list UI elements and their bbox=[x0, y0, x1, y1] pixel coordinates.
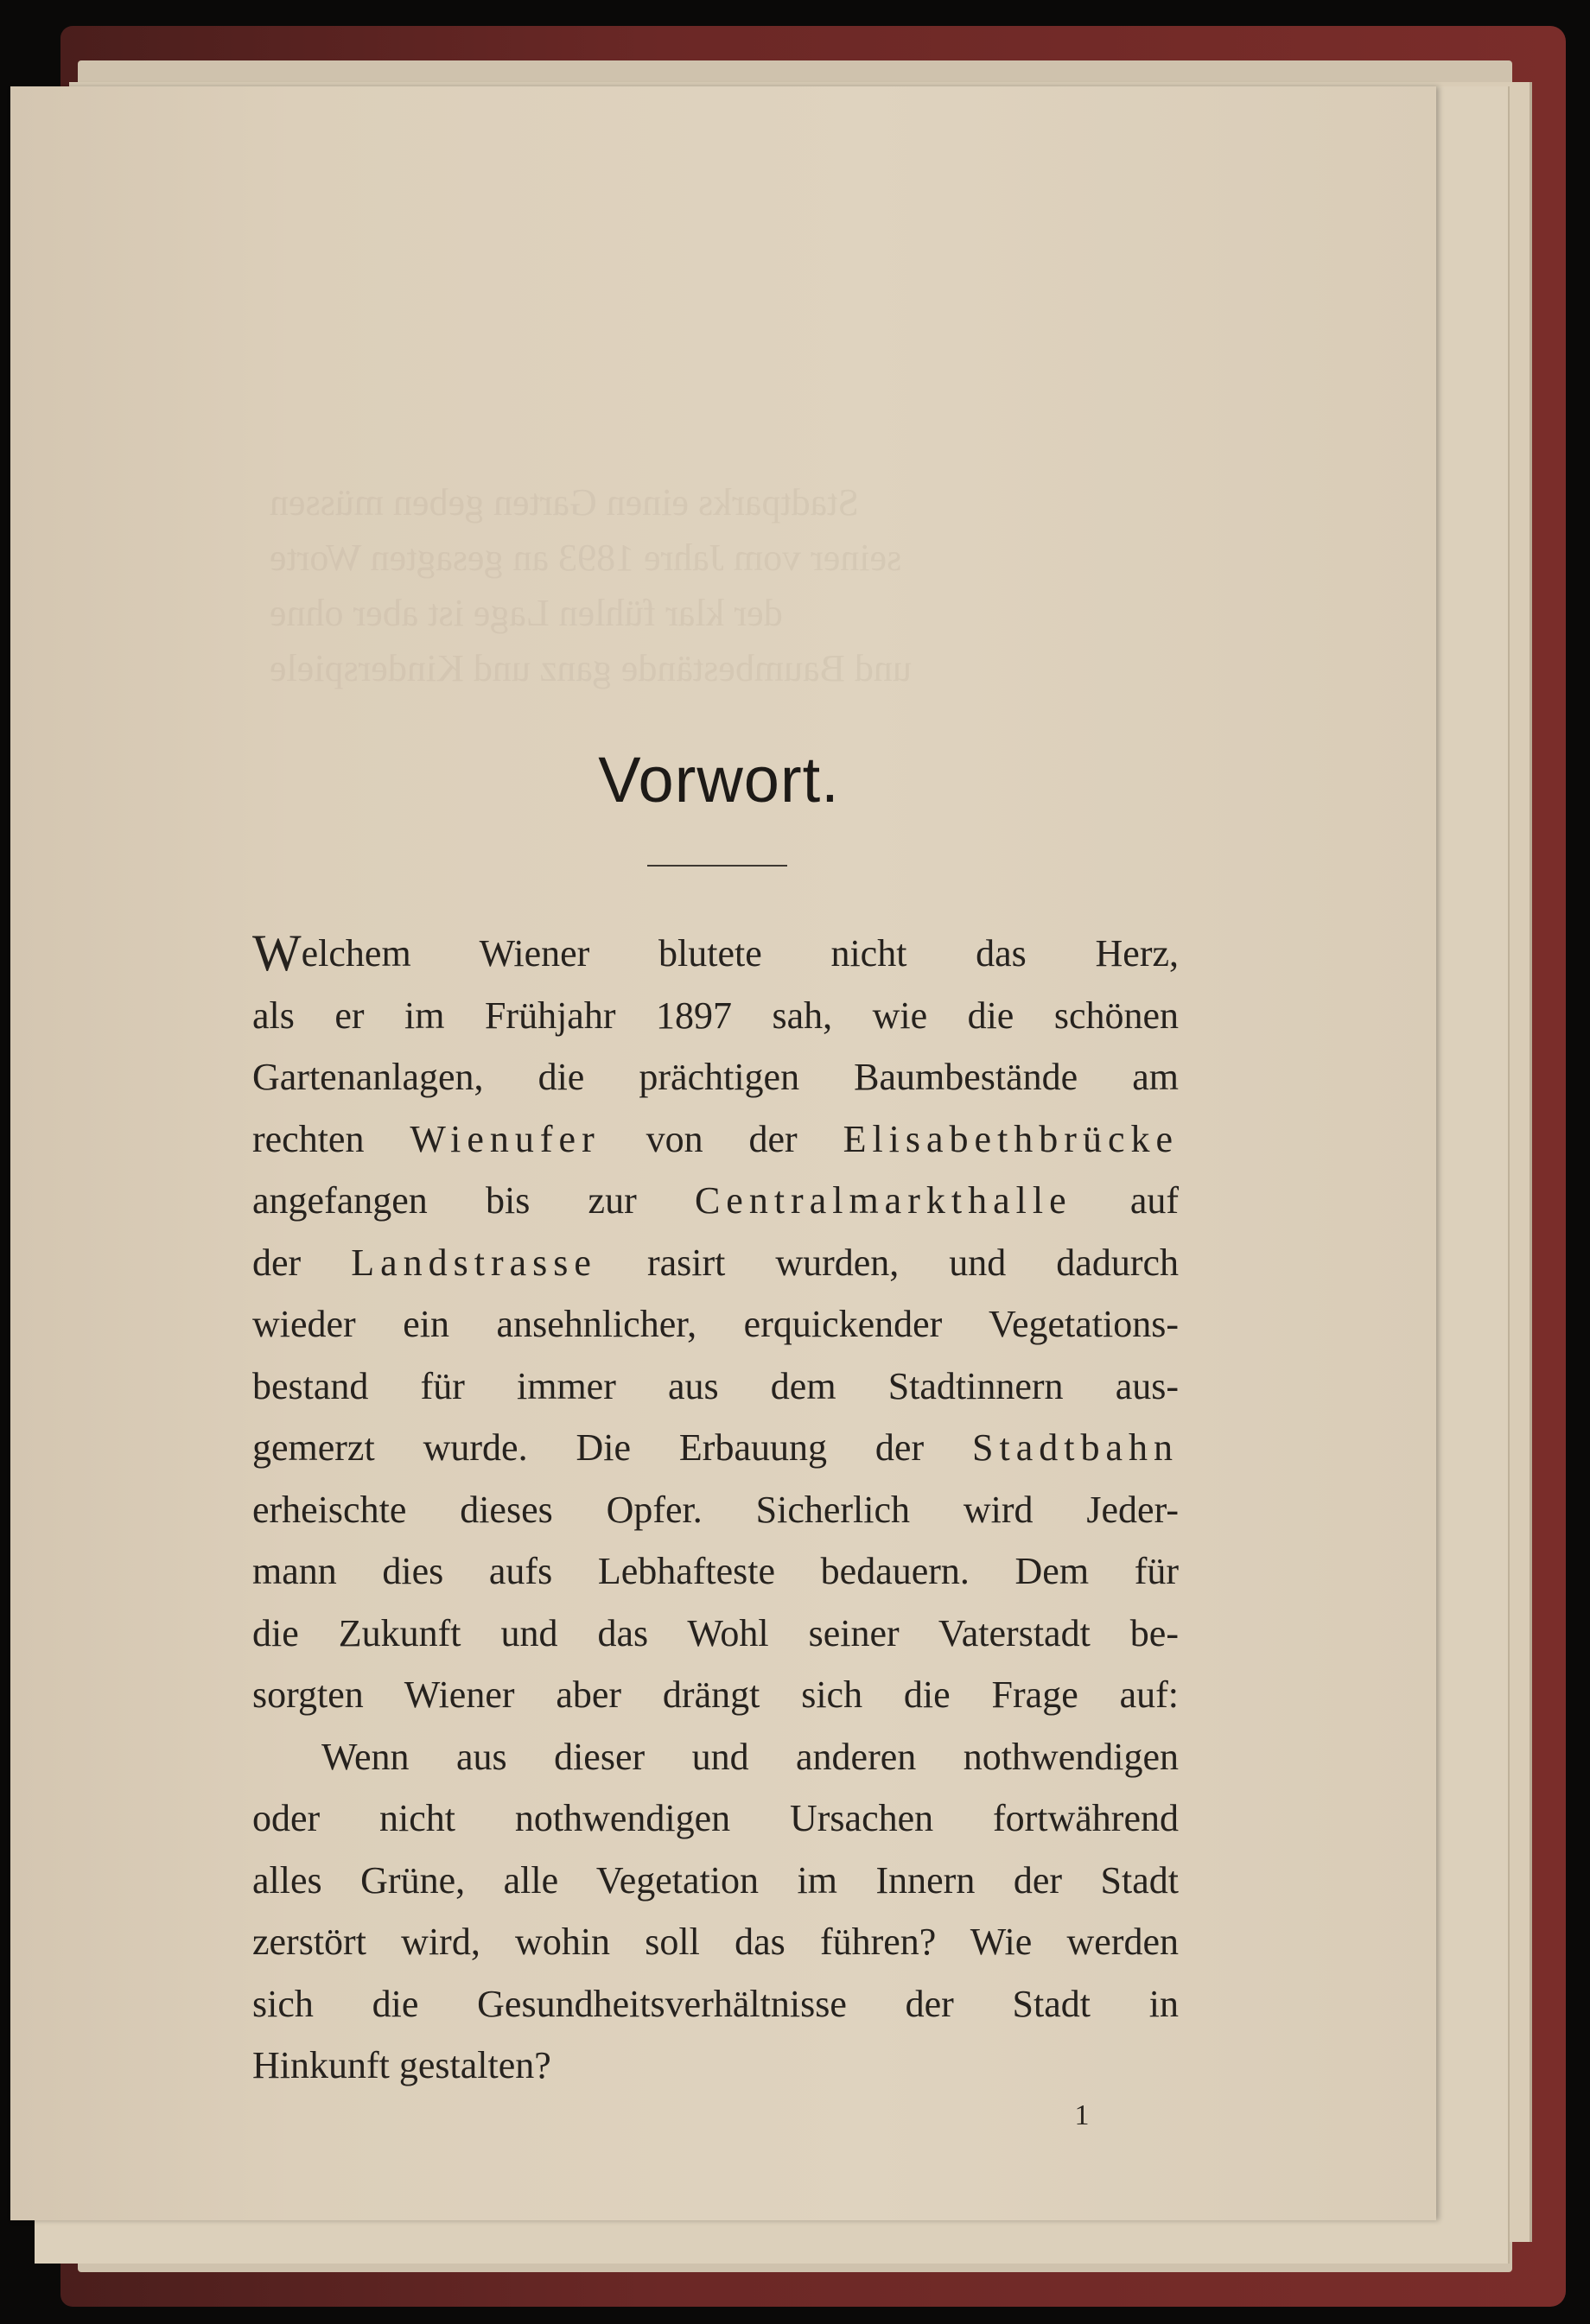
text-line: die Zukunft und das Wohl seiner Vaterstadt be- bbox=[252, 1611, 1179, 1654]
spaced-word: Stadtbahn bbox=[972, 1426, 1179, 1469]
page-title: Vorwort. bbox=[598, 744, 840, 816]
bleed-line: und Baumbestände ganz und Kinderspiele bbox=[270, 647, 912, 689]
bleed-line: Stadtparks einen Garten geben müssen bbox=[270, 481, 859, 524]
text-line: sich die Gesundheitsverhältnisse der Stadt in bbox=[252, 1982, 1179, 2025]
bleed-line: der klar fühlen Lage ist aber ohne bbox=[270, 592, 783, 634]
text-line: Wenn aus dieser und anderen nothwendigen bbox=[321, 1735, 1179, 1778]
text-line: als er im Frühjahr 1897 sah, wie die schönen bbox=[252, 994, 1179, 1037]
page-number: 1 bbox=[1074, 2099, 1090, 2131]
text-line: bestand für immer aus dem Stadtinnern aus- bbox=[252, 1364, 1179, 1407]
text-line: oder nicht nothwendigen Ursachen fortwährend bbox=[252, 1797, 1179, 1839]
text-line: wieder ein ansehnlicher, erquickender Vegetations- bbox=[252, 1303, 1179, 1345]
text-line: Gartenanlagen, die prächtigen Baumbestände am bbox=[252, 1056, 1179, 1098]
text-line: sorgten Wiener aber drängt sich die Frage auf: bbox=[252, 1673, 1179, 1716]
dropcap: W bbox=[252, 924, 302, 981]
spaced-word: Wienufer bbox=[410, 1117, 601, 1160]
spaced-word: Centralmarkthalle bbox=[694, 1179, 1072, 1222]
text-line: mann dies aufs Lebhafteste bedauern. Dem für bbox=[252, 1550, 1179, 1592]
spaced-word: Landstrasse bbox=[351, 1241, 597, 1284]
bleed-line: seiner vom Jahre 1893 an gesagten Worte bbox=[270, 537, 902, 579]
text-line: der Landstrasse rasirt wurden, und dadurch bbox=[252, 1241, 1180, 1284]
text-line: erheischte dieses Opfer. Sicherlich wird Jeder- bbox=[252, 1488, 1179, 1531]
text-line: Welchem Wiener blutete nicht das Herz, bbox=[252, 924, 1179, 981]
spaced-word: Elisabethbrücke bbox=[843, 1117, 1180, 1160]
text-line: alles Grüne, alle Vegetation im Innern der Stadt bbox=[252, 1858, 1179, 1902]
text-line: angefangen bis zur Centralmarkthalle auf bbox=[252, 1179, 1180, 1222]
book-page bbox=[10, 86, 1436, 2220]
text-line: zerstört wird, wohin soll das führen? Wie werden bbox=[252, 1921, 1179, 1963]
bleed-through-text bbox=[270, 475, 1134, 769]
text-line: gemerzt wurde. Die Erbauung der Stadtbahn bbox=[252, 1426, 1179, 1469]
title-rule bbox=[647, 865, 787, 867]
text-line: rechten Wienufer von der Elisabethbrücke bbox=[252, 1117, 1180, 1160]
body-text bbox=[252, 923, 1179, 2097]
text-line: Hinkunft gestalten? bbox=[252, 2044, 551, 2086]
